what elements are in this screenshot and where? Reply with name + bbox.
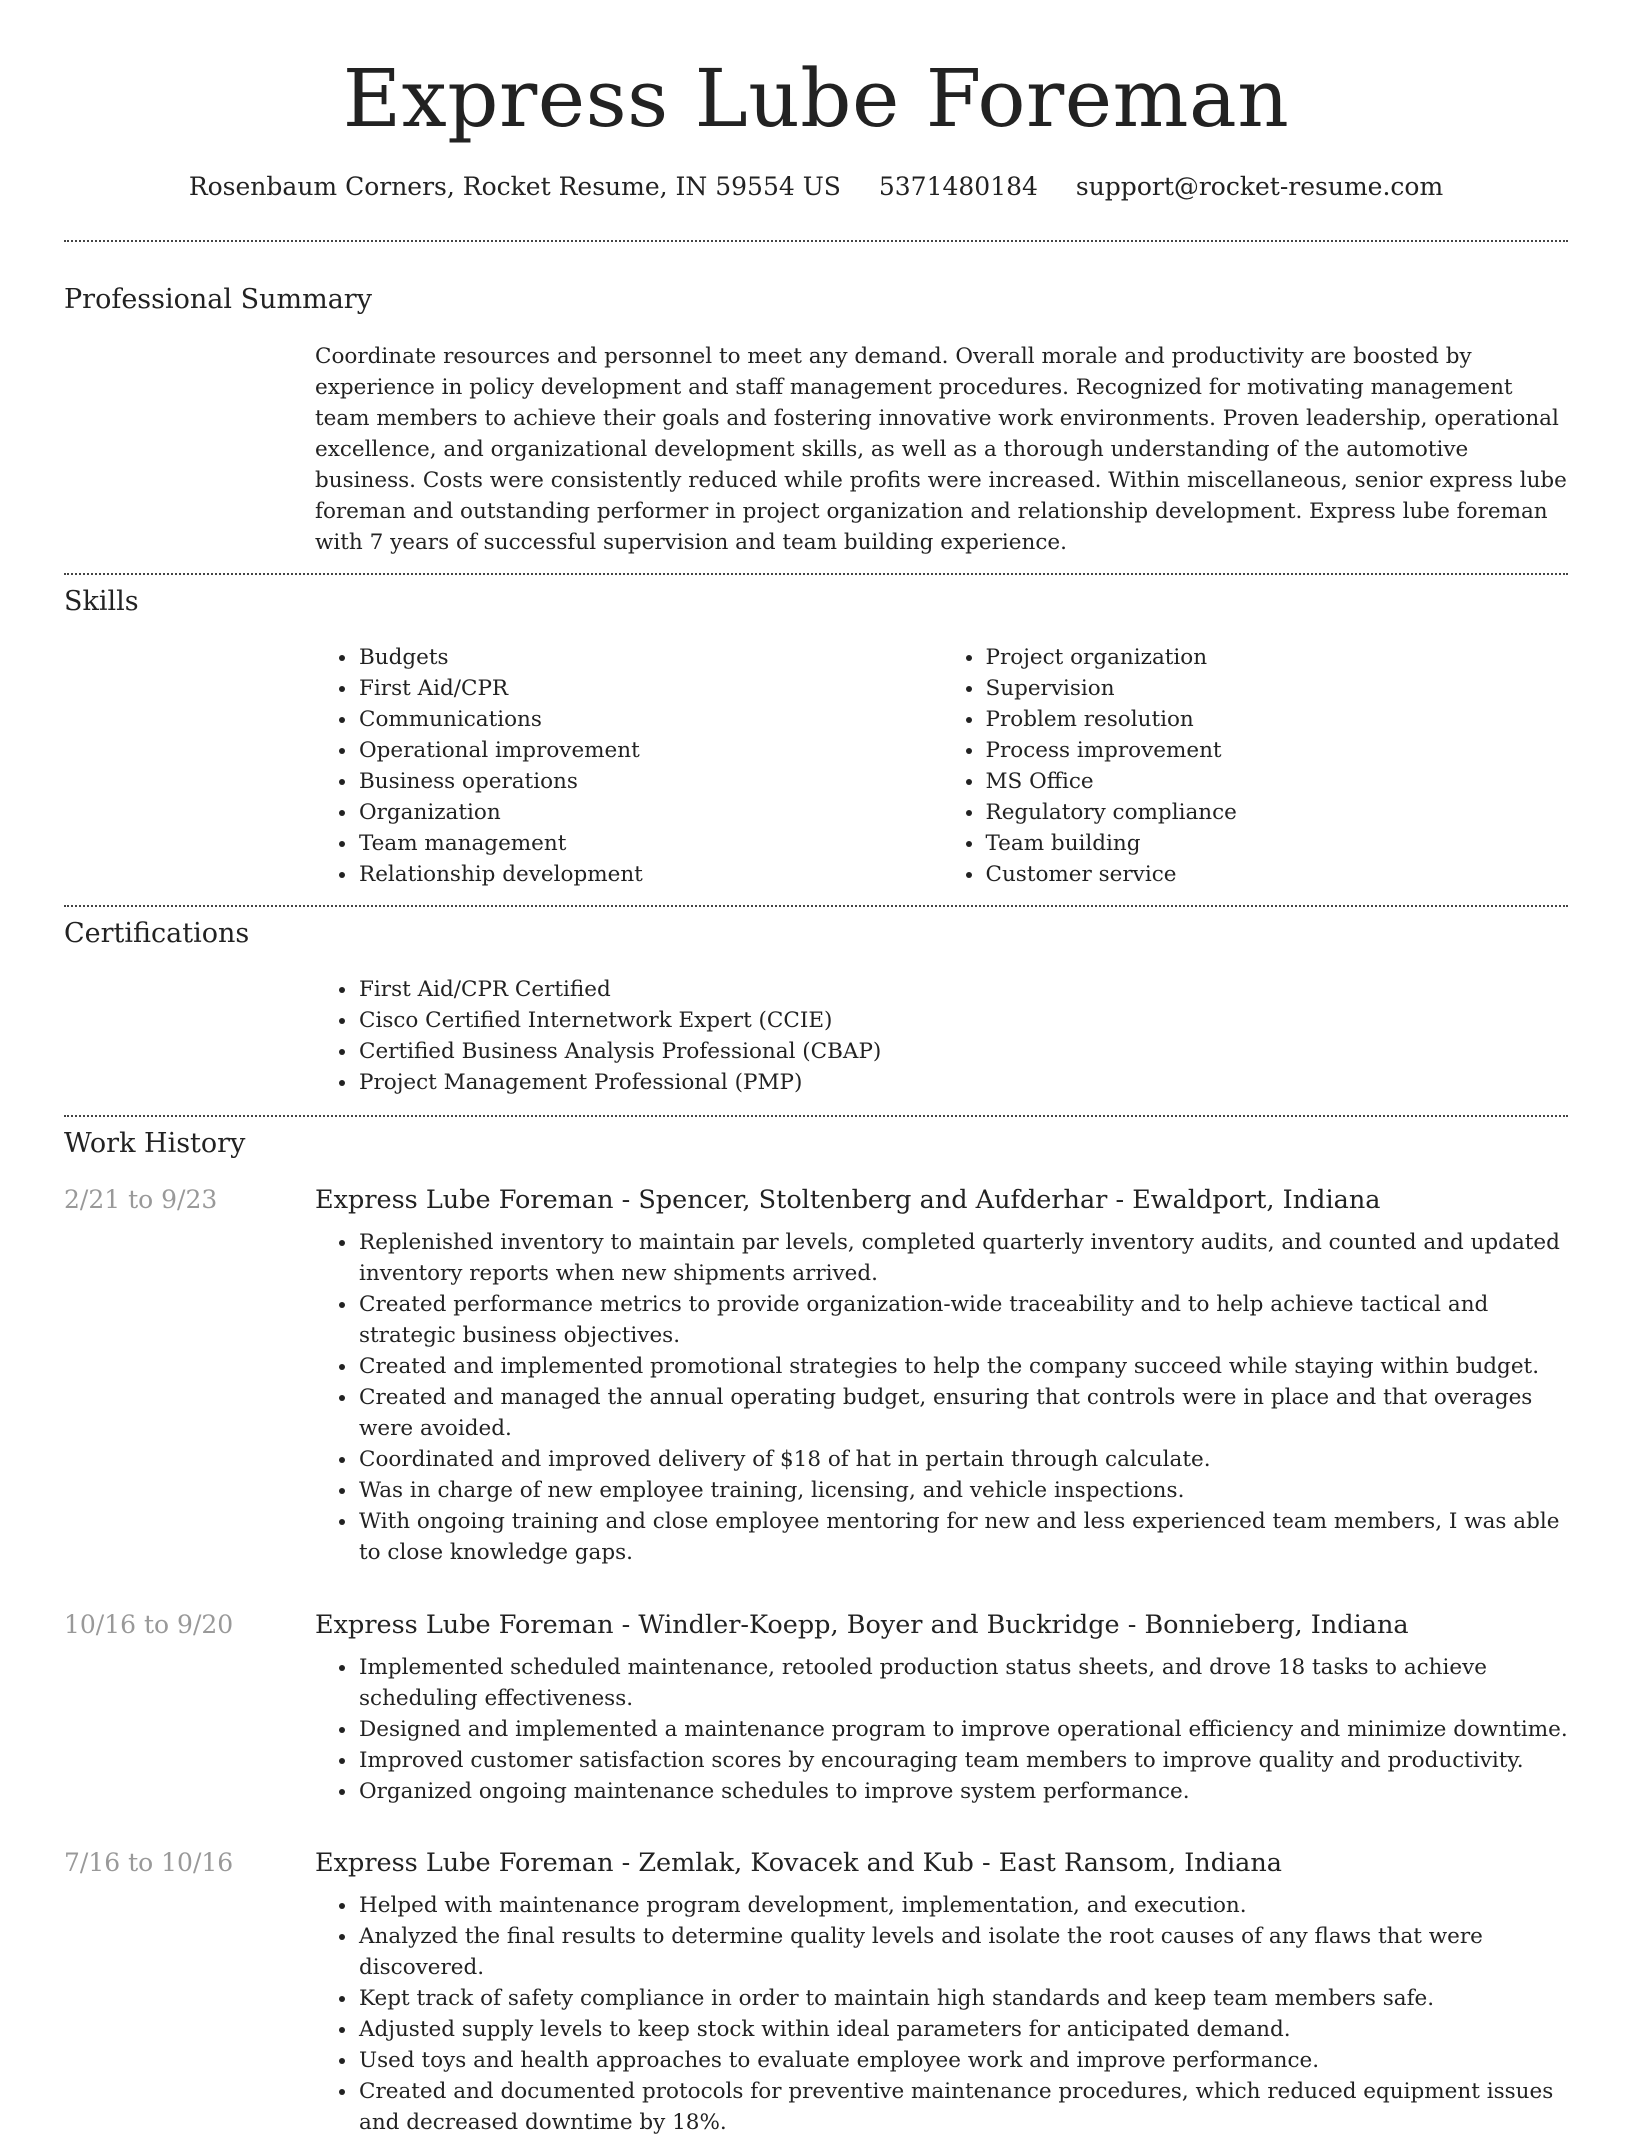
job-bullets bbox=[315, 1652, 1568, 1807]
section-divider bbox=[64, 240, 1568, 242]
job-bullet: • Created and managed the annual operating budget, ensuring that controls were in place and that overages were avoided. bbox=[358, 1382, 1568, 1444]
job-bullets bbox=[315, 1227, 1568, 1568]
summary-heading: Professional Summary bbox=[64, 284, 372, 315]
skill-item: • Budgets bbox=[358, 642, 942, 673]
contact-phone: 5371480184 bbox=[878, 172, 1038, 201]
certifications-list bbox=[315, 974, 1568, 1098]
skill-item: • Relationship development bbox=[358, 859, 942, 890]
job-bullet: • Implemented scheduled maintenance, retooled production status sheets, and drove 18 tasks to achieve scheduling effectiveness. bbox=[358, 1652, 1568, 1714]
section-divider bbox=[64, 905, 1568, 907]
skill-item: • First Aid/CPR bbox=[358, 673, 942, 704]
certifications-content bbox=[315, 974, 1568, 1098]
contact-line bbox=[0, 172, 1632, 201]
skills-list bbox=[315, 642, 1568, 890]
job-bullet: • Designed and implemented a maintenance program to improve operational efficiency and minimize downtime. bbox=[358, 1714, 1568, 1745]
job-bullet: • Organized ongoing maintenance schedules to improve system performance. bbox=[358, 1776, 1568, 1807]
contact-address: Rosenbaum Corners, Rocket Resume, IN 59554 US bbox=[188, 172, 841, 201]
job-entry bbox=[315, 1185, 1568, 1568]
candidate-name: Express Lube Foreman bbox=[342, 52, 1290, 145]
job-bullet: • Analyzed the final results to determine quality levels and isolate the root causes of any flaws that were discovered. bbox=[358, 1921, 1568, 1983]
skill-item: • Communications bbox=[358, 704, 942, 735]
skill-item: • Regulatory compliance bbox=[985, 797, 1569, 828]
skill-item: • Project organization bbox=[985, 642, 1569, 673]
certification-item: • First Aid/CPR Certified bbox=[358, 974, 1568, 1005]
skill-item: • Team management bbox=[358, 828, 942, 859]
summary-content bbox=[315, 341, 1568, 558]
skills-heading: Skills bbox=[64, 586, 139, 617]
job-heading: Express Lube Foreman - Zemlak, Kovacek and Kub - East Ransom, Indiana bbox=[315, 1848, 1283, 1878]
job-bullet: • Was in charge of new employee training, licensing, and vehicle inspections. bbox=[358, 1475, 1568, 1506]
work-history-heading: Work History bbox=[64, 1128, 246, 1159]
job-bullets bbox=[315, 1890, 1568, 2138]
job-dates: 7/16 to 10/16 bbox=[64, 1848, 234, 1877]
job-entry bbox=[315, 1610, 1568, 1807]
job-bullet: • Adjusted supply levels to keep stock within ideal parameters for anticipated demand. bbox=[358, 2014, 1568, 2045]
skills-column-left bbox=[315, 642, 942, 890]
skill-item: • Business operations bbox=[358, 766, 942, 797]
job-bullet: • Used toys and health approaches to evaluate employee work and improve performance. bbox=[358, 2045, 1568, 2076]
skill-item: • Supervision bbox=[985, 673, 1569, 704]
skill-item: • Problem resolution bbox=[985, 704, 1569, 735]
section-divider bbox=[64, 573, 1568, 575]
job-dates: 10/16 to 9/20 bbox=[64, 1610, 234, 1639]
job-bullet: • Created and documented protocols for preventive maintenance procedures, which reduced equipment issues and decreased downtime by 18%. bbox=[358, 2076, 1568, 2138]
job-bullet: • Coordinated and improved delivery of $18 of hat in pertain through calculate. bbox=[358, 1444, 1568, 1475]
certification-item: • Cisco Certified Internetwork Expert (CCIE) bbox=[358, 1005, 1568, 1036]
job-bullet: • Created and implemented promotional strategies to help the company succeed while staying within budget. bbox=[358, 1351, 1568, 1382]
skill-item: • Team building bbox=[985, 828, 1569, 859]
skills-column-right bbox=[942, 642, 1569, 890]
summary-text: Coordinate resources and personnel to meet any demand. Overall morale and productivity are boosted by experience in policy development and staff management procedures. Recognized for motivating management team members to achieve their goals and fostering innovative work environments. Proven leadership, operational excellence, and organizational development skills, as well as a thorough understanding of the automotive business. Costs were consistently reduced while profits were increased. Within miscellaneous, senior express lube foreman and outstanding performer in project organization and relationship development. Express lube foreman with 7 years of successful supervision and team building experience. bbox=[315, 344, 1567, 555]
skill-item: • MS Office bbox=[985, 766, 1569, 797]
skill-item: • Organization bbox=[358, 797, 942, 828]
job-bullet: • Helped with maintenance program development, implementation, and execution. bbox=[358, 1890, 1568, 1921]
certification-item: • Project Management Professional (PMP) bbox=[358, 1067, 1568, 1098]
job-bullet: • Kept track of safety compliance in order to maintain high standards and keep team members safe. bbox=[358, 1983, 1568, 2014]
section-divider bbox=[64, 1115, 1568, 1117]
job-heading: Express Lube Foreman - Windler-Koepp, Boyer and Buckridge - Bonnieberg, Indiana bbox=[315, 1610, 1409, 1640]
job-entry bbox=[315, 1848, 1568, 2138]
skill-item: • Process improvement bbox=[985, 735, 1569, 766]
job-bullet: • With ongoing training and close employee mentoring for new and less experienced team members, I was able to close knowledge gaps. bbox=[358, 1506, 1568, 1568]
contact-email: support@rocket-resume.com bbox=[1075, 172, 1444, 201]
skill-item: • Customer service bbox=[985, 859, 1569, 890]
skill-item: • Operational improvement bbox=[358, 735, 942, 766]
certification-item: • Certified Business Analysis Professional (CBAP) bbox=[358, 1036, 1568, 1067]
job-heading: Express Lube Foreman - Spencer, Stoltenberg and Aufderhar - Ewaldport, Indiana bbox=[315, 1185, 1381, 1215]
job-dates: 2/21 to 9/23 bbox=[64, 1185, 218, 1214]
job-bullet: • Created performance metrics to provide organization-wide traceability and to help achieve tactical and strategic business objectives. bbox=[358, 1289, 1568, 1351]
certifications-heading: Certifications bbox=[64, 918, 250, 949]
job-bullet: • Improved customer satisfaction scores by encouraging team members to improve quality and productivity. bbox=[358, 1745, 1568, 1776]
job-bullet: • Replenished inventory to maintain par levels, completed quarterly inventory audits, and counted and updated inventory reports when new shipments arrived. bbox=[358, 1227, 1568, 1289]
